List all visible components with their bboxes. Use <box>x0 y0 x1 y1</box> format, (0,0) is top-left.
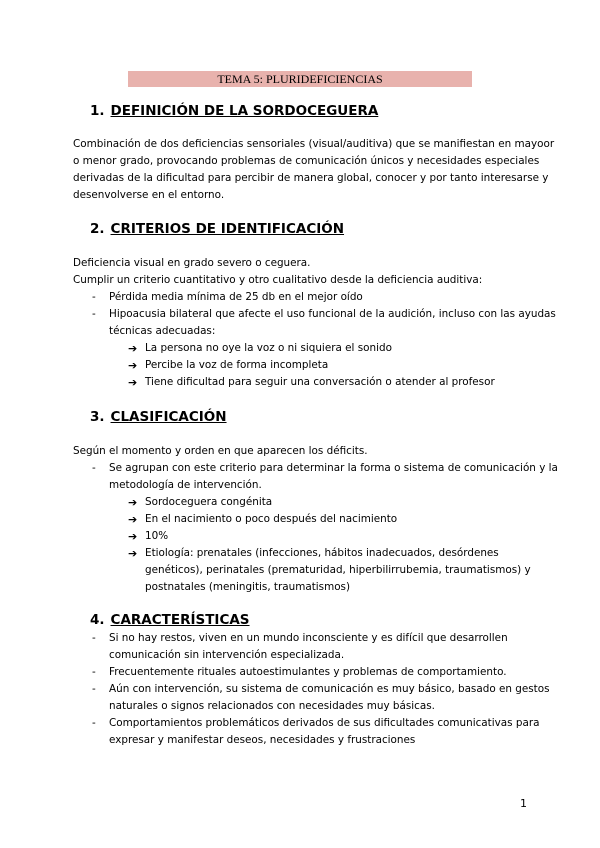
paragraph-line: Cumplir un criterio cuantitativo y otro cualitativo desde la deficiencia auditiva: <box>73 274 483 286</box>
arrow-bullet-icon: ➔ <box>128 342 138 355</box>
list-item: Comportamientos problemáticos derivados de sus dificultades comunicativas para <box>109 717 540 729</box>
section-title: CLASIFICACIÓN <box>110 409 227 425</box>
section-title: DEFINICIÓN DE LA SORDOCEGUERA <box>110 103 379 119</box>
sub-list-item: Etiología: prenatales (infecciones, hábitos inadecuados, desórdenes <box>145 547 499 559</box>
section-number: 1. <box>90 103 105 119</box>
section-number: 4. <box>90 612 105 628</box>
sub-list-item-continuation: genéticos), perinatales (prematuridad, hiperbilirrubemia, traumatismos) y <box>145 564 531 576</box>
section-title: CARACTERÍSTICAS <box>110 612 250 628</box>
arrow-bullet-icon: ➔ <box>128 530 138 543</box>
paragraph-line: derivadas de la dificultad para percibir de manera global, conocer y por tanto interesarse y <box>73 172 549 184</box>
section-3-heading <box>90 409 227 425</box>
dash-bullet: - <box>92 683 96 695</box>
section-number: 3. <box>90 409 105 425</box>
arrow-bullet-icon: ➔ <box>128 496 138 509</box>
list-item-continuation: naturales o signos relacionados con necesidades muy básicas. <box>109 700 435 712</box>
sub-list-item: Sordoceguera congénita <box>145 496 273 508</box>
sub-list-item: La persona no oye la voz o ni siquiera el sonido <box>145 342 392 354</box>
list-item: Aún con intervención, su sistema de comunicación es muy básico, basado en gestos <box>109 683 550 695</box>
dash-bullet: - <box>92 308 96 320</box>
dash-bullet: - <box>92 632 96 644</box>
list-item-continuation: técnicas adecuadas: <box>109 325 216 337</box>
list-item-continuation: expresar y manifestar deseos, necesidades y frustraciones <box>109 734 416 746</box>
paragraph-line: Según el momento y orden en que aparecen los déficits. <box>73 445 368 457</box>
arrow-bullet-icon: ➔ <box>128 376 138 389</box>
sub-list-item-continuation: postnatales (meningitis, traumatismos) <box>145 581 351 593</box>
paragraph-line: Deficiencia visual en grado severo o ceguera. <box>73 257 311 269</box>
dash-bullet: - <box>92 717 96 729</box>
list-item: Hipoacusia bilateral que afecte el uso funcional de la audición, incluso con las ayudas <box>109 308 556 320</box>
list-item: Pérdida media mínima de 25 db en el mejor oído <box>109 291 363 303</box>
arrow-bullet-icon: ➔ <box>128 547 138 560</box>
section-2-heading <box>90 221 344 237</box>
section-title: CRITERIOS DE IDENTIFICACIÓN <box>110 221 345 237</box>
dash-bullet: - <box>92 291 96 303</box>
topic-title: TEMA 5: PLURIDEFICIENCIAS <box>128 71 472 87</box>
paragraph-line: Combinación de dos deficiencias sensoriales (visual/auditiva) que se manifiestan en mayoor <box>73 138 555 150</box>
list-item-continuation: metodología de intervención. <box>109 479 262 491</box>
dash-bullet: - <box>92 666 96 678</box>
paragraph-line: desenvolverse en el entorno. <box>73 189 225 201</box>
sub-list-item: En el nacimiento o poco después del nacimiento <box>145 513 398 525</box>
section-number: 2. <box>90 221 105 237</box>
sub-list-item: Percibe la voz de forma incompleta <box>145 359 329 371</box>
section-1-heading <box>90 103 378 119</box>
arrow-bullet-icon: ➔ <box>128 359 138 372</box>
sub-list-item: Tiene dificultad para seguir una conversación o atender al profesor <box>145 376 495 388</box>
arrow-bullet-icon: ➔ <box>128 513 138 526</box>
sub-list-item: 10% <box>145 530 169 542</box>
list-item-continuation: comunicación sin intervención especializada. <box>109 649 345 661</box>
list-item: Se agrupan con este criterio para determinar la forma o sistema de comunicación y la <box>109 462 558 474</box>
page-number: 1 <box>520 797 527 810</box>
section-4-heading <box>90 612 250 628</box>
list-item: Si no hay restos, viven en un mundo inconsciente y es difícil que desarrollen <box>109 632 508 644</box>
paragraph-line: o menor grado, provocando problemas de comunicación únicos y necesidades especiales <box>73 155 540 167</box>
list-item: Frecuentemente rituales autoestimulantes y problemas de comportamiento. <box>109 666 507 678</box>
dash-bullet: - <box>92 462 96 474</box>
